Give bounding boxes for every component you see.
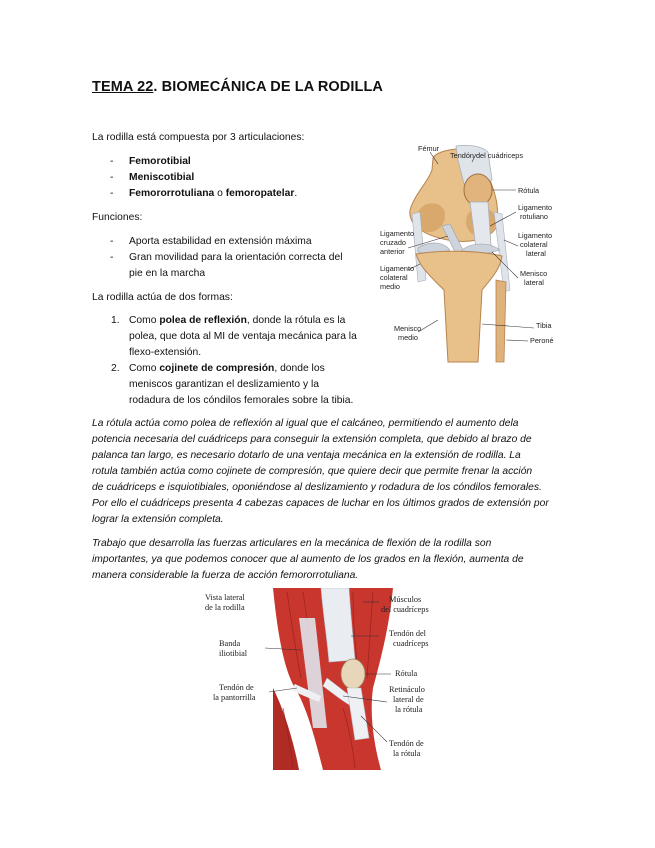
paragraph2-line: manera considerable la fuerza de acción femororrotuliana. (92, 570, 359, 581)
label-lig-col-med-2: colateral (380, 273, 408, 282)
funciones-label: Funciones: (92, 212, 143, 223)
paragraph1-line: palanca tan largo, es necesario dotarlo de una ventaja mecánica en la extensión de rodilla. La (92, 450, 521, 461)
page-title (92, 79, 383, 95)
label-tendon-cuad-1: Tendón del (389, 629, 426, 638)
list-item: - (110, 188, 114, 199)
paragraph2-line: Trabajo que desarrolla las fuerzas articulares en la mecánica de flexión de la rodilla son (92, 538, 492, 549)
label-musculos-2: del cuadríceps (381, 605, 429, 614)
calf-muscle (273, 688, 299, 770)
title-tema: TEMA 22 (92, 79, 154, 95)
label-lig-cruzado-2: cruzado (380, 238, 406, 247)
label-menisco-med-2: medio (398, 333, 418, 342)
articulacion-2: Meniscotibial (129, 172, 195, 183)
forma-2-line1 (129, 361, 325, 377)
forma-2-bold: cojinete de compresión (159, 363, 275, 374)
forma-1-num: 1. (111, 315, 120, 326)
articulacion-3 (129, 186, 297, 202)
articulacion-1: Femorotibial (129, 156, 191, 167)
forma-1-pre: Como (129, 315, 160, 326)
title-rest: . BIOMECÁNICA DE LA RODILLA (153, 79, 383, 95)
label-femur: Fémur (418, 144, 440, 153)
label-lig-cruzado-3: anterior (380, 247, 405, 256)
label-lig-rotuliano-1: Ligamento (518, 203, 553, 212)
forma-1-post: , donde la rótula es la (246, 315, 346, 326)
label-retinaculo-3: la rótula (395, 705, 423, 714)
label-lig-col-med-3: medio (380, 282, 400, 291)
intro-text: La rodilla está compuesta por 3 articulaciones: (92, 132, 305, 143)
articulacion-3-bold2: femoropatelar (225, 188, 295, 199)
list-item: - (110, 252, 114, 263)
forma-1-bold: polea de reflexión (159, 315, 247, 326)
label-tendon-rot-2: la rótula (393, 749, 421, 758)
label-menisco-lat-1: Menisco (520, 269, 548, 278)
label-vista-2: de la rodilla (205, 603, 245, 612)
articulacion-3-rest: . (294, 188, 298, 199)
paragraph1-line: lograr la extensión completa. (92, 514, 224, 525)
label-tendon-cuadriceps: Tendón del cuádriceps (450, 151, 524, 160)
knee-anatomy-figure (378, 140, 560, 368)
articulacion-3-mid: o (214, 188, 226, 199)
articulacion-3-bold: Femororrotuliana (129, 188, 215, 199)
patella (341, 659, 365, 689)
label-lig-col-med-1: Ligamento (380, 264, 415, 273)
forma-2-line3: rodadura de los cóndilos femorales sobre la tibia. (129, 395, 354, 406)
patella (464, 174, 492, 206)
label-vista-1: Vista lateral (205, 593, 245, 602)
list-item: - (110, 236, 114, 247)
forma-1-line3: flexo-extensión. (129, 347, 202, 358)
label-perone: Peroné (530, 336, 554, 345)
paragraph1-line: de cuádriceps e isquiotibiales, oponiéndose al deslizamiento y rodadura de los cóndilos femorales. (92, 482, 542, 493)
paragraph1-line: Por ello el cuádriceps presenta 4 cabezas capaces de luchar en los últimos grados de extensión por (92, 498, 549, 509)
fibula-bone (496, 280, 506, 362)
label-banda-2: iliotibial (219, 649, 248, 658)
tibia-bone (416, 251, 502, 362)
forma-1-line1 (129, 313, 345, 329)
label-banda-1: Banda (219, 639, 241, 648)
paragraph2-line: importantes, ya que podemos conocer que al aumento de los grados en la flexión, aumenta de (92, 554, 524, 565)
paragraph1-line: potencia necesaria del cuádriceps para conseguir la extensión completa, que debido al brazo de (92, 434, 532, 445)
label-retinaculo-1: Retináculo (389, 685, 425, 694)
label-lig-col-lat-3: lateral (526, 249, 546, 258)
forma-2-line2: meniscos garantizan el deslizamiento y la (129, 379, 320, 390)
label-tendon-pant-2: la pantorrilla (213, 693, 256, 702)
forma-2-post: , donde los (274, 363, 325, 374)
paragraph1-line: La rótula actúa como polea de reflexión al igual que el calcáneo, permitiendo el aumento dela (92, 418, 519, 429)
formas-label: La rodilla actúa de dos formas: (92, 292, 233, 303)
list-item: - (110, 172, 114, 183)
label-lig-col-lat-2: colateral (520, 240, 548, 249)
label-lig-cruzado-1: Ligamento (380, 229, 415, 238)
paragraph1-line: rotula también actúa como cojinete de compresión, que quiere decir que permite frenar la acción (92, 466, 533, 477)
forma-1-line2: polea, que dota al MI de ventaja mecánica para la (129, 331, 357, 342)
label-retinaculo-2: lateral de (393, 695, 424, 704)
knee-lateral-figure (203, 588, 453, 770)
label-rotula-2: Rótula (395, 669, 418, 678)
label-musculos-1: Músculos (389, 595, 422, 604)
label-tibia: Tibia (536, 321, 552, 330)
label-lig-rotuliano-2: rotuliano (520, 212, 548, 221)
label-menisco-med-1: Menisco (394, 324, 422, 333)
funcion-2-line1: Gran movilidad para la orientación correcta del (129, 252, 343, 263)
label-tendon-pant-1: Tendón de (219, 683, 254, 692)
funcion-2-line2: pie en la marcha (129, 268, 206, 279)
funcion-1: Aporta estabilidad en extensión máxima (129, 236, 312, 247)
forma-2-num: 2. (111, 363, 120, 374)
label-rotula: Rótula (518, 186, 540, 195)
label-tendon-cuad-2: cuadríceps (393, 639, 429, 648)
label-tendon-rot-1: Tendón de (389, 739, 424, 748)
forma-2-pre: Como (129, 363, 160, 374)
list-item: - (110, 156, 114, 167)
label-menisco-lat-2: lateral (524, 278, 544, 287)
label-lig-col-lat-1: Ligamento (518, 231, 553, 240)
